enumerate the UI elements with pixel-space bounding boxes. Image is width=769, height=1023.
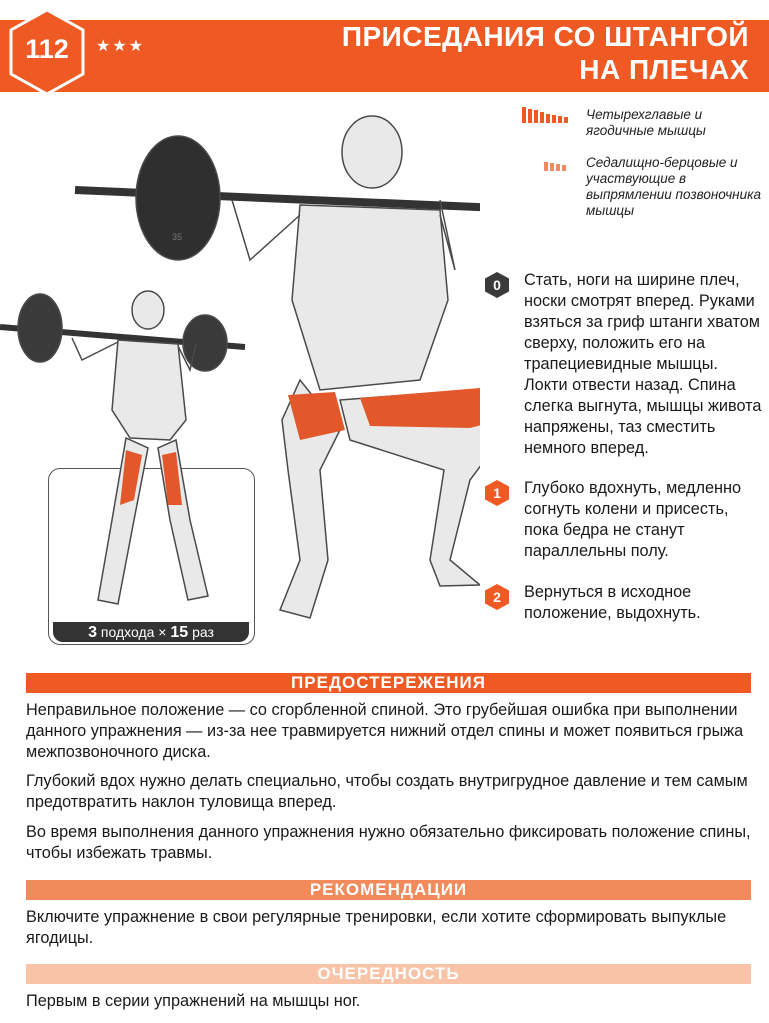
step-marker-0: 0 [484, 271, 510, 299]
warnings-paragraph: Глубокий вдох нужно делать специально, чтобы создать внутригрудное давление и тем самым предотвратить наклон туловища вперед. [26, 772, 748, 811]
legend-secondary-text: Седалищно-берцовые и участвующие в выпрямлении позвоночника мышцы [586, 155, 762, 218]
plate-label: 35 [172, 232, 183, 242]
step-text: Глубоко вдохнуть, медленно согнуть колени и присесть, пока бедра не станут параллельны полу. [524, 479, 742, 560]
step-item [484, 270, 766, 459]
step-text: Стать, ноги на ширине плеч, носки смотрят вперед. Руками взяться за гриф штанги хватом сверху, положить его на трапециевидные мышцы. Локти отвести назад. Спина слегка выгнута, мышцы живота напряжены, таз сместить немного вперед. [524, 271, 762, 457]
sets-reps-label [53, 622, 249, 642]
right-plate-small [183, 315, 227, 371]
left-plate-small [18, 294, 62, 362]
section-bar-order: ОЧЕРЕДНОСТЬ [26, 964, 751, 984]
sets-word: подхода [100, 624, 155, 640]
times-sign: × [158, 624, 167, 640]
secondary-muscle-bars-icon [522, 155, 574, 171]
step-text: Вернуться в исходное положение, выдохнуть. [524, 583, 701, 622]
step-item [484, 478, 766, 562]
page-number: 112 [25, 34, 69, 64]
warnings-paragraph: Во время выполнения данного упражнения нужно обязательно фиксировать положение спины, чтобы избежать травмы. [26, 823, 751, 862]
difficulty-stars: ★★★ [96, 38, 146, 55]
sets-count: 3 [88, 624, 97, 641]
title-line-1: ПРИСЕДАНИЯ СО ШТАНГОЙ [341, 21, 749, 52]
reps-count: 15 [170, 624, 189, 641]
step-marker-1: 1 [484, 479, 510, 507]
warnings-paragraph: Неправильное положение — со сгорбленной спиной. Это грубейшая ошибка при выполнении данного упражнения — из-за нее травмируется нижний отдел спины и может появиться грыжа межпозвоночного диска. [26, 701, 744, 761]
legend-primary-text: Четырехглавые и ягодичные мышцы [586, 107, 706, 138]
instruction-steps [484, 270, 766, 624]
exercise-illustration [0, 95, 480, 665]
order-paragraph: Первым в серии упражнений на мышцы ног. [26, 992, 361, 1010]
standing-figure [0, 291, 245, 604]
primary-muscle-bars-icon [522, 107, 574, 123]
reps-word: раз [192, 624, 214, 640]
step-item [484, 582, 766, 624]
title-line-2: НА ПЛЕЧАХ [579, 54, 749, 85]
exercise-title [342, 20, 749, 86]
legend-primary [522, 107, 766, 139]
recommendations-paragraph: Включите упражнение в свои регулярные тренировки, если хотите сформировать выпуклые ягодицы. [26, 908, 727, 947]
legend-secondary [522, 155, 766, 219]
section-bar-warnings: ПРЕДОСТЕРЕЖЕНИЯ [26, 673, 751, 693]
step-marker-2: 2 [484, 583, 510, 611]
page-number-badge [8, 8, 86, 96]
section-bar-recommendations: РЕКОМЕНДАЦИИ [26, 880, 751, 900]
